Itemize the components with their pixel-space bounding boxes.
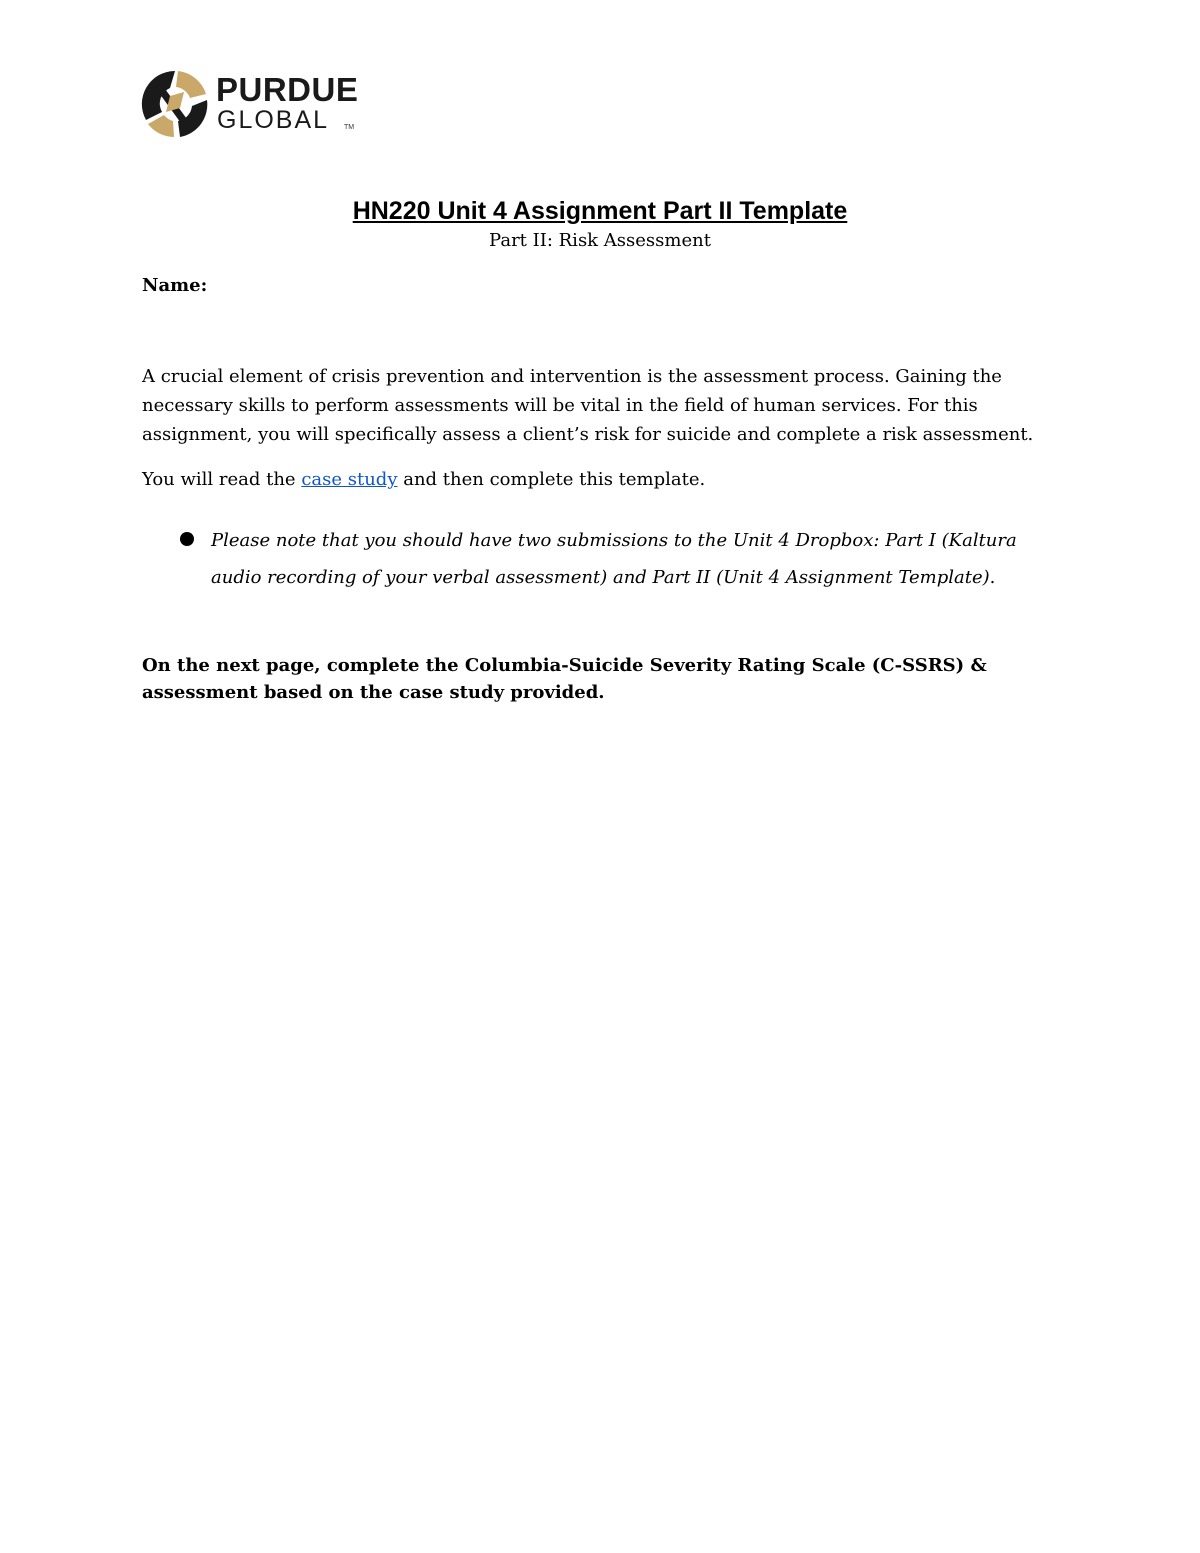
dropbox-note-period: .	[989, 567, 996, 588]
document-title: HN220 Unit 4 Assignment Part II Template	[352, 197, 848, 225]
next-page-instruction: On the next page, complete the Columbia-Suicide Severity Rating Scale (C-SSRS) & assessment based on the case study provided.	[142, 655, 987, 703]
logo-word-global: GLOBAL	[217, 106, 330, 134]
purdue-global-logo	[140, 68, 380, 140]
document-subtitle: Part II: Risk Assessment	[489, 230, 711, 251]
logo-word-purdue: PURDUE	[216, 71, 359, 108]
intro-paragraph: A crucial element of crisis prevention and intervention is the assessment process. Gaining the necessary skills to perform assessments will be vital in the field of human services. For this assignment, you will specifically assess a client’s risk for suicide and complete a risk assessment.	[142, 366, 1034, 445]
read-prefix: You will read the	[142, 469, 302, 490]
dropbox-note-body: Please note that you should have two submissions to the Unit 4 Dropbox: Part I (Kaltura audio recording of your verbal assessment) and Part II (Unit 4 Assignment Template)	[211, 530, 1017, 588]
case-study-link[interactable]: case study	[301, 469, 398, 490]
name-label: Name:	[142, 275, 208, 296]
globe-icon	[140, 68, 210, 140]
bullet-icon	[180, 532, 194, 546]
dropbox-note-text	[211, 522, 1061, 596]
read-instruction	[142, 465, 1072, 494]
logo-trademark: TM	[344, 124, 355, 131]
read-suffix: and then complete this template.	[397, 469, 706, 490]
